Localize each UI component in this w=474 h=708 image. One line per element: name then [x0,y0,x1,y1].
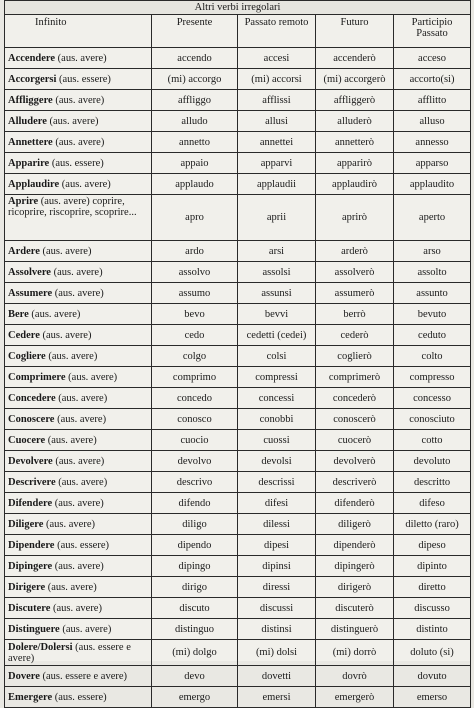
passato-remoto-cell: annettei [238,132,316,153]
infinitive-cell [5,262,152,283]
passato-remoto-cell: arsi [238,241,316,262]
infinitive-verb: Cuocere [8,434,46,446]
presente-cell: accendo [152,48,238,69]
infinitive-cell [5,153,152,174]
infinitive-cell [5,304,152,325]
presente-cell: colgo [152,346,238,367]
infinitive-verb: Assolvere [8,266,51,278]
participio-passato-cell: acceso [394,48,471,69]
infinitive-cell [5,666,152,687]
infinitive-verb: Applaudire [8,178,60,190]
infinitive-verb: Alludere [8,115,47,127]
infinitive-cell [5,69,152,90]
table-row [5,472,471,493]
participio-passato-cell: apparso [394,153,471,174]
infinitive-cell [5,577,152,598]
futuro-cell: diligerò [316,514,394,535]
table-row [5,577,471,598]
auxiliary-note: (aus. avere) [31,308,81,320]
passato-remoto-cell: discussi [238,598,316,619]
futuro-cell: accenderò [316,48,394,69]
passato-remoto-cell: distinsi [238,619,316,640]
infinitive-cell [5,472,152,493]
auxiliary-note: (aus. avere) [61,178,111,190]
participio-passato-cell: distinto [394,619,471,640]
table-row [5,535,471,556]
auxiliary-note: (aus. essere) [57,539,109,551]
presente-cell: bevo [152,304,238,325]
header-participio-passato: Participio Passato [394,15,471,48]
futuro-cell: discuterò [316,598,394,619]
presente-cell: dipingo [152,556,238,577]
presente-cell: (mi) dolgo [152,640,238,666]
auxiliary-note: (aus. essere e avere) [8,641,131,664]
auxiliary-note: (aus. avere) [55,455,105,467]
infinitive-cell [5,619,152,640]
participio-passato-cell: arso [394,241,471,262]
presente-cell: dirigo [152,577,238,598]
participio-passato-cell: descritto [394,472,471,493]
table-row [5,174,471,195]
table-row [5,367,471,388]
futuro-cell: berrò [316,304,394,325]
presente-cell: assumo [152,283,238,304]
auxiliary-note: (aus. avere) [53,602,102,614]
auxiliary-note: (aus. avere) [54,287,104,299]
futuro-cell: difenderò [316,493,394,514]
table-row [5,283,471,304]
participio-passato-cell: dipinto [394,556,471,577]
participio-passato-cell: assolto [394,262,471,283]
infinitive-verb: Cedere [8,329,40,341]
infinitive-cell [5,493,152,514]
infinitive-cell [5,48,152,69]
header-futuro: Futuro [316,15,394,48]
passato-remoto-cell: (mi) dolsi [238,640,316,666]
passato-remoto-cell: afflissi [238,90,316,111]
infinitive-cell [5,325,152,346]
infinitive-cell [5,514,152,535]
participio-passato-cell: afflitto [394,90,471,111]
auxiliary-note: (aus. avere) [62,623,112,635]
futuro-cell: comprimerò [316,367,394,388]
passato-remoto-cell: cuossi [238,430,316,451]
infinitive-cell [5,640,152,666]
header-presente: Presente [152,15,238,48]
infinitive-cell [5,451,152,472]
table-row [5,346,471,367]
infinitive-cell [5,687,152,708]
auxiliary-note: (aus. avere) [58,392,108,404]
passato-remoto-cell: assolsi [238,262,316,283]
futuro-cell: cuocerò [316,430,394,451]
presente-cell: annetto [152,132,238,153]
futuro-cell: dovrò [316,666,394,687]
futuro-cell: aprirò [316,195,394,241]
table-row [5,132,471,153]
participio-passato-cell: compresso [394,367,471,388]
passato-remoto-cell: cedetti (cedei) [238,325,316,346]
passato-remoto-cell: colsi [238,346,316,367]
futuro-cell: alluderò [316,111,394,132]
table-row [5,325,471,346]
passato-remoto-cell: concessi [238,388,316,409]
auxiliary-note: (aus. avere) [57,413,107,425]
infinitive-verb: Discutere [8,602,51,614]
participio-passato-cell: discusso [394,598,471,619]
presente-cell: comprimo [152,367,238,388]
infinitive-cell [5,556,152,577]
participio-passato-cell: conosciuto [394,409,471,430]
verb-table-page [4,0,470,703]
futuro-cell: (mi) accorgerò [316,69,394,90]
presente-cell: ardo [152,241,238,262]
presente-cell: affliggo [152,90,238,111]
infinitive-verb: Dipendere [8,539,55,551]
presente-cell: apro [152,195,238,241]
header-passato-remoto: Passato remoto [238,15,316,48]
participio-passato-cell: annesso [394,132,471,153]
infinitive-verb: Concedere [8,392,56,404]
passato-remoto-cell: apparvi [238,153,316,174]
auxiliary-note: (aus. avere) [55,94,105,106]
infinitive-verb: Difendere [8,497,53,509]
passato-remoto-cell: bevvi [238,304,316,325]
infinitive-cell [5,111,152,132]
infinitive-verb: Dirigere [8,581,46,593]
auxiliary-note: (aus. avere) [53,266,103,278]
table-row [5,666,471,687]
futuro-cell: annetterò [316,132,394,153]
passato-remoto-cell: compressi [238,367,316,388]
participio-passato-cell: assunto [394,283,471,304]
participio-passato-cell: concesso [394,388,471,409]
infinitive-verb: Assumere [8,287,53,299]
participio-passato-cell: doluto (si) [394,640,471,666]
futuro-cell: dipenderò [316,535,394,556]
passato-remoto-cell: assunsi [238,283,316,304]
infinitive-cell [5,346,152,367]
participio-passato-cell: diretto [394,577,471,598]
infinitive-verb: Accorgersi [8,73,57,85]
passato-remoto-cell: conobbi [238,409,316,430]
passato-remoto-cell: diressi [238,577,316,598]
infinitive-verb: Dolere/Dolersi [8,641,73,653]
participio-passato-cell: difeso [394,493,471,514]
futuro-cell: dirigerò [316,577,394,598]
presente-cell: alludo [152,111,238,132]
irregular-verbs-table [4,0,471,708]
table-row [5,153,471,174]
auxiliary-note: (aus. essere e avere) [42,670,128,682]
infinitive-verb: Aprire [8,196,39,207]
infinitive-verb: Dipingere [8,560,53,572]
passato-remoto-cell: difesi [238,493,316,514]
passato-remoto-cell: descrissi [238,472,316,493]
auxiliary-note: (aus. avere) coprire, ricoprire, riscoprire, scoprire... [8,196,137,218]
table-title-row [5,1,471,15]
table-row [5,90,471,111]
infinitive-verb: Distinguere [8,623,60,635]
auxiliary-note: (aus. essere) [59,73,111,85]
table-row [5,262,471,283]
futuro-cell: assolverò [316,262,394,283]
infinitive-verb: Emergere [8,691,53,703]
auxiliary-note: (aus. avere) [58,476,108,488]
presente-cell: devolvo [152,451,238,472]
table-row [5,556,471,577]
participio-passato-cell: colto [394,346,471,367]
table-row [5,619,471,640]
auxiliary-note: (aus. avere) [47,581,97,593]
presente-cell: cuocio [152,430,238,451]
table-title: Altri verbi irregolari [5,1,471,15]
auxiliary-note: (aus. avere) [54,497,104,509]
presente-cell: descrivo [152,472,238,493]
presente-cell: diligo [152,514,238,535]
participio-passato-cell: dovuto [394,666,471,687]
infinitive-verb: Affliggere [8,94,53,106]
table-row [5,451,471,472]
passato-remoto-cell: applaudii [238,174,316,195]
participio-passato-cell: dipeso [394,535,471,556]
futuro-cell: apparirò [316,153,394,174]
table-row [5,48,471,69]
infinitive-verb: Accendere [8,52,56,64]
futuro-cell: applaudirò [316,174,394,195]
column-header-row [5,15,471,48]
infinitive-cell [5,535,152,556]
passato-remoto-cell: allusi [238,111,316,132]
table-row [5,304,471,325]
table-row [5,111,471,132]
infinitive-cell [5,409,152,430]
auxiliary-note: (aus. avere) [42,329,92,341]
table-row [5,430,471,451]
table-row [5,388,471,409]
infinitive-verb: Comprimere [8,371,66,383]
participio-passato-cell: diletto (raro) [394,514,471,535]
auxiliary-note: (aus. avere) [48,350,98,362]
auxiliary-note: (aus. avere) [54,560,104,572]
presente-cell: difendo [152,493,238,514]
futuro-cell: emergerò [316,687,394,708]
auxiliary-note: (aus. avere) [49,115,99,127]
infinitive-verb: Descrivere [8,476,56,488]
futuro-cell: arderò [316,241,394,262]
table-row [5,195,471,241]
presente-cell: concedo [152,388,238,409]
infinitive-verb: Annettere [8,136,53,148]
header-infinito: Infinito [5,15,152,48]
passato-remoto-cell: accesi [238,48,316,69]
participio-passato-cell: aperto [394,195,471,241]
participio-passato-cell: devoluto [394,451,471,472]
presente-cell: applaudo [152,174,238,195]
infinitive-verb: Dovere [8,670,40,682]
participio-passato-cell: ceduto [394,325,471,346]
table-body [5,48,471,708]
auxiliary-note: (aus. avere) [55,136,105,148]
presente-cell: conosco [152,409,238,430]
infinitive-cell [5,430,152,451]
infinitive-verb: Cogliere [8,350,46,362]
futuro-cell: distinguerò [316,619,394,640]
participio-passato-cell: emerso [394,687,471,708]
infinitive-verb: Conoscere [8,413,55,425]
presente-cell: assolvo [152,262,238,283]
auxiliary-note: (aus. avere) [68,371,118,383]
auxiliary-note: (aus. avere) [47,434,97,446]
passato-remoto-cell: dilessi [238,514,316,535]
table-row [5,598,471,619]
participio-passato-cell: cotto [394,430,471,451]
table-row [5,640,471,666]
table-row [5,493,471,514]
auxiliary-note: (aus. avere) [42,245,92,257]
passato-remoto-cell: devolsi [238,451,316,472]
participio-passato-cell: bevuto [394,304,471,325]
infinitive-verb: Diligere [8,518,44,530]
table-row [5,409,471,430]
infinitive-verb: Apparire [8,157,50,169]
passato-remoto-cell: aprii [238,195,316,241]
futuro-cell: affliggerò [316,90,394,111]
passato-remoto-cell: dipinsi [238,556,316,577]
passato-remoto-cell: dovetti [238,666,316,687]
passato-remoto-cell: dipesi [238,535,316,556]
table-row [5,687,471,708]
infinitive-cell [5,283,152,304]
infinitive-cell [5,367,152,388]
presente-cell: distinguo [152,619,238,640]
infinitive-verb: Devolvere [8,455,53,467]
presente-cell: appaio [152,153,238,174]
auxiliary-note: (aus. essere) [51,157,104,169]
infinitive-cell [5,90,152,111]
presente-cell: (mi) accorgo [152,69,238,90]
futuro-cell: descriverò [316,472,394,493]
infinitive-verb: Ardere [8,245,40,257]
infinitive-verb: Bere [8,308,29,320]
futuro-cell: assumerò [316,283,394,304]
futuro-cell: coglierò [316,346,394,367]
presente-cell: dipendo [152,535,238,556]
table-row [5,69,471,90]
infinitive-cell [5,174,152,195]
futuro-cell: dipingerò [316,556,394,577]
presente-cell: emergo [152,687,238,708]
futuro-cell: conoscerò [316,409,394,430]
participio-passato-cell: alluso [394,111,471,132]
presente-cell: discuto [152,598,238,619]
auxiliary-note: (aus. avere) [46,518,95,530]
infinitive-cell [5,598,152,619]
futuro-cell: devolverò [316,451,394,472]
participio-passato-cell: applaudito [394,174,471,195]
infinitive-cell [5,241,152,262]
futuro-cell: concederò [316,388,394,409]
auxiliary-note: (aus. avere) [57,52,107,64]
passato-remoto-cell: (mi) accorsi [238,69,316,90]
presente-cell: cedo [152,325,238,346]
table-row [5,514,471,535]
auxiliary-note: (aus. essere) [54,691,107,703]
infinitive-cell [5,195,152,241]
futuro-cell: cederò [316,325,394,346]
passato-remoto-cell: emersi [238,687,316,708]
futuro-cell: (mi) dorrò [316,640,394,666]
infinitive-cell [5,132,152,153]
presente-cell: devo [152,666,238,687]
table-row [5,241,471,262]
participio-passato-cell: accorto(si) [394,69,471,90]
infinitive-cell [5,388,152,409]
